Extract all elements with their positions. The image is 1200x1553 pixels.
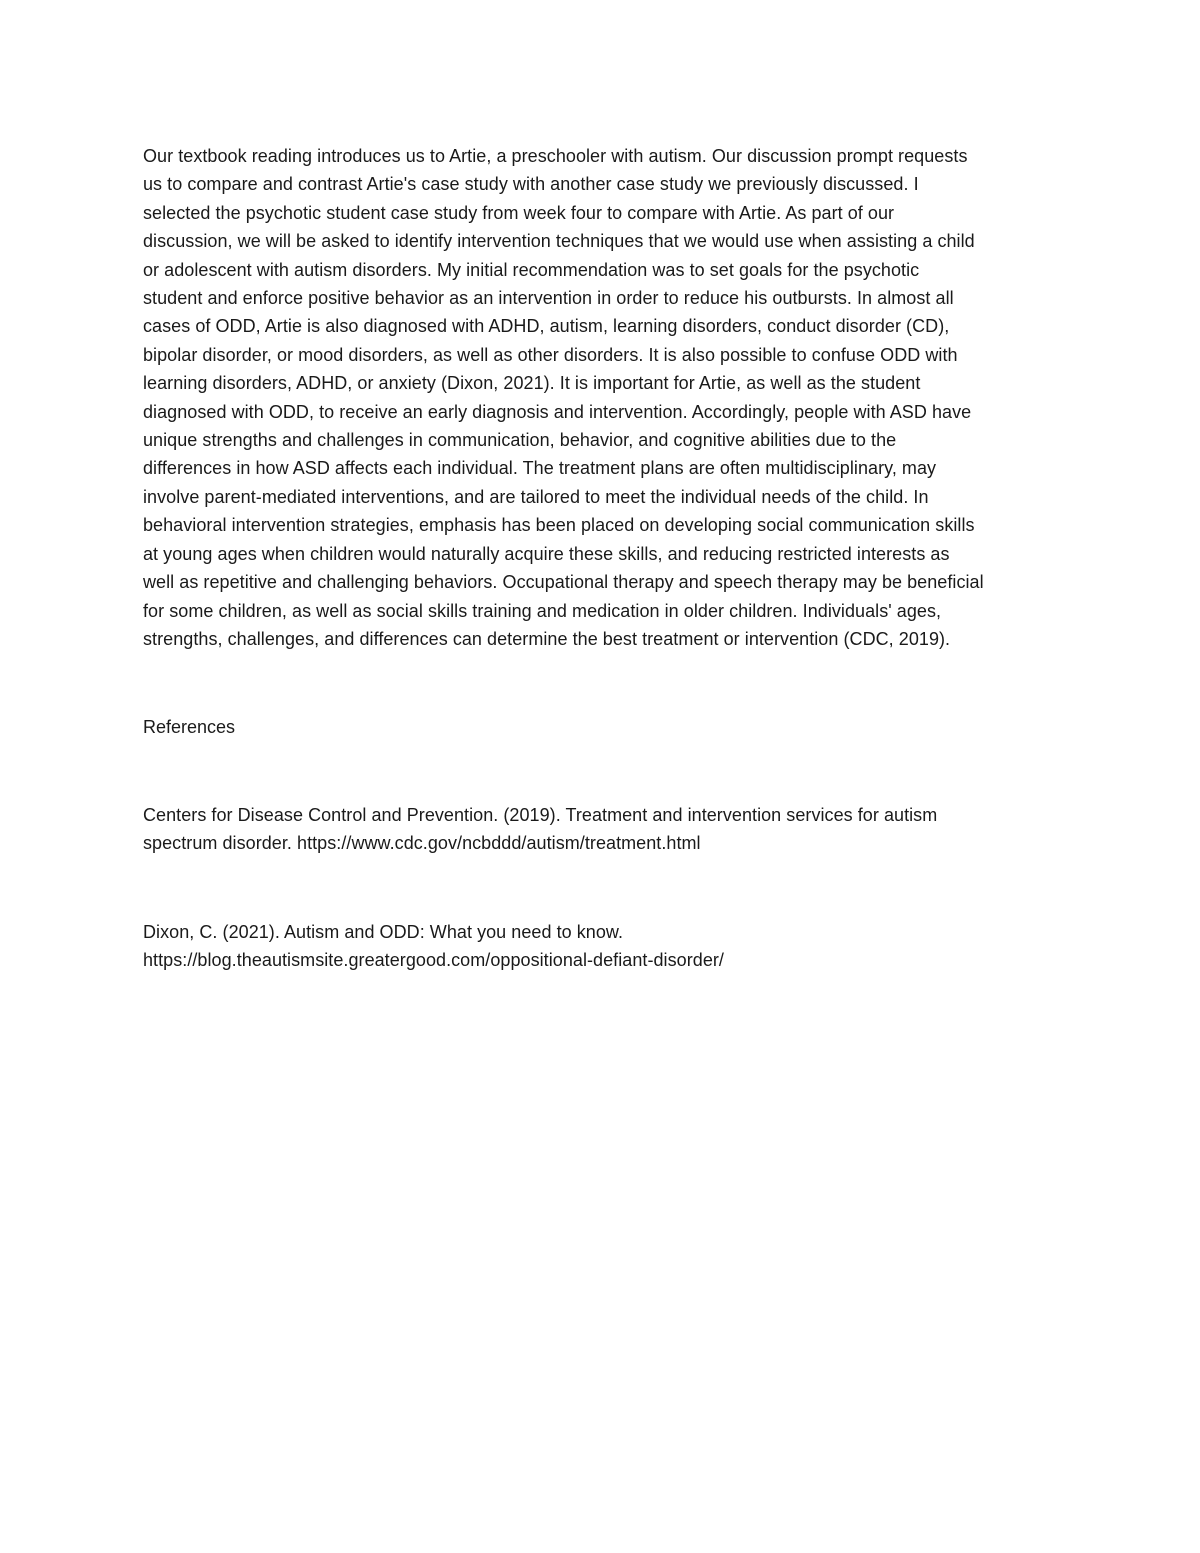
paragraph-line: selected the psychotic student case study from week four to compare with Artie. As part of our (143, 202, 895, 223)
reference-entry-cdc (143, 801, 937, 858)
paragraph-line: at young ages when children would naturally acquire these skills, and reducing restricted interests as (143, 543, 950, 564)
paragraph-line: bipolar disorder, or mood disorders, as well as other disorders. It is also possible to confuse ODD with (143, 344, 958, 365)
reference-line: https://blog.theautismsite.greatergood.com/oppositional-defiant-disorder/ (143, 950, 724, 971)
paragraph-line: behavioral intervention strategies, emphasis has been placed on developing social communication skills (143, 515, 975, 536)
paragraph-line: learning disorders, ADHD, or anxiety (Dixon, 2021). It is important for Artie, as well as the student (143, 373, 921, 394)
paragraph-line: student and enforce positive behavior as an intervention in order to reduce his outbursts. In almost all (143, 288, 954, 309)
paragraph-line: Our textbook reading introduces us to Artie, a preschooler with autism. Our discussion prompt requests (143, 146, 968, 166)
paragraph-line: strengths, challenges, and differences can determine the best treatment or intervention (CDC, 2019). (143, 628, 951, 649)
reference-line: spectrum disorder. https://www.cdc.gov/ncbddd/autism/treatment.html (143, 833, 701, 854)
paragraph-line: for some children, as well as social skills training and medication in older children. Individuals' ages, (143, 600, 942, 621)
body-paragraph (143, 142, 1073, 653)
reference-line: Dixon, C. (2021). Autism and ODD: What you need to know. (143, 922, 624, 942)
paragraph-line: involve parent-mediated interventions, and are tailored to meet the individual needs of the child. In (143, 486, 929, 507)
paragraph-line: discussion, we will be asked to identify intervention techniques that we would use when assisting a child (143, 231, 975, 252)
paragraph-line: or adolescent with autism disorders. My initial recommendation was to set goals for the psychotic (143, 259, 920, 280)
references-heading: References (143, 717, 236, 737)
reference-entry-dixon (143, 918, 724, 975)
reference-line: Centers for Disease Control and Prevention. (2019). Treatment and intervention services for autism (143, 805, 938, 825)
paragraph-line: diagnosed with ODD, to receive an early diagnosis and intervention. Accordingly, people with ASD have (143, 401, 972, 422)
paragraph-line: differences in how ASD affects each individual. The treatment plans are often multidisciplinary, may (143, 458, 937, 479)
paragraph-line: well as repetitive and challenging behaviors. Occupational therapy and speech therapy may be beneficial (143, 572, 984, 593)
paragraph-line: unique strengths and challenges in communication, behavior, and cognitive abilities due to the (143, 430, 897, 451)
paragraph-line: us to compare and contrast Artie's case study with another case study we previously discussed. I (143, 174, 919, 195)
paragraph-line: cases of ODD, Artie is also diagnosed with ADHD, autism, learning disorders, conduct disorder (CD), (143, 316, 950, 337)
